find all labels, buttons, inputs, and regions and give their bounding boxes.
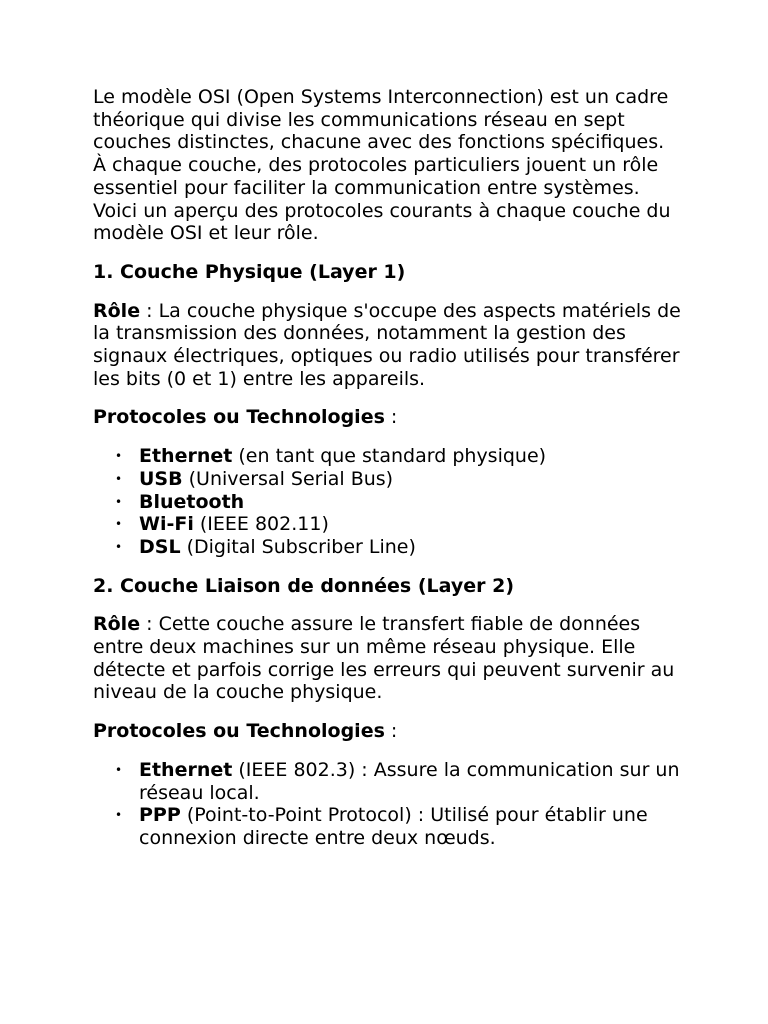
layer1-protocol-list xyxy=(93,445,683,559)
list-item xyxy=(115,513,683,536)
list-item xyxy=(115,804,683,849)
list-item xyxy=(115,490,683,514)
protocol-name: PPP xyxy=(139,804,181,827)
bullet-icon: • xyxy=(115,808,123,823)
protocols-colon: : xyxy=(384,720,398,743)
role-label: Rôle xyxy=(93,299,141,322)
layer1-role-text: La couche physique s'occupe des aspects matériels de la transmission des données, notamment la gestion des signaux électriques, optiques ou radio utilisés pour transférer les bits (0 et 1) entre les appareils. xyxy=(93,299,681,390)
layer2-protocol-list xyxy=(93,759,683,850)
layer1-role-paragraph xyxy=(93,300,683,391)
layer2-role-paragraph xyxy=(93,613,683,704)
protocol-name: Bluetooth xyxy=(139,490,245,513)
bullet-icon: • xyxy=(115,449,123,464)
list-item xyxy=(115,535,683,559)
layer2-protocols-label xyxy=(93,720,683,743)
role-separator: : xyxy=(140,613,159,636)
layer2-heading: 2. Couche Liaison de données (Layer 2) xyxy=(93,574,515,597)
layer1-heading: 1. Couche Physique (Layer 1) xyxy=(93,260,406,283)
bullet-icon: • xyxy=(115,471,123,486)
list-item xyxy=(115,758,683,804)
protocols-colon: : xyxy=(384,406,398,429)
layer1-protocols-label xyxy=(93,406,683,429)
intro-paragraph: Le modèle OSI (Open Systems Interconnection) est un cadre théorique qui divise les communications réseau en sept couches distinctes, chacune avec des fonctions spécifiques. À chaque couche, des protocoles particuliers jouent un rôle essentiel pour faciliter la communication entre systèmes. Voici un aperçu des protocoles courants à chaque couche du modèle OSI et leur rôle. xyxy=(93,86,671,245)
protocol-name: Ethernet xyxy=(139,445,233,468)
layer2-role-text: Cette couche assure le transfert fiable de données entre deux machines sur un même réseau physique. Elle détecte et parfois corrige les erreurs qui peuvent survenir au niveau de la couche physique. xyxy=(93,613,675,704)
protocol-name: USB xyxy=(139,467,183,490)
protocols-label: Protocoles ou Technologies xyxy=(93,720,385,743)
bullet-icon: • xyxy=(115,539,123,554)
document-page xyxy=(93,86,683,866)
protocol-desc: (IEEE 802.3) : Assure la communication sur un réseau local. xyxy=(139,758,680,804)
protocol-desc: (en tant que standard physique) xyxy=(232,445,547,468)
protocol-desc: (Point-to-Point Protocol) : Utilisé pour établir une connexion directe entre deux nœuds. xyxy=(139,804,648,849)
bullet-icon: • xyxy=(115,762,123,777)
protocol-name: Wi-Fi xyxy=(139,513,194,536)
bullet-icon: • xyxy=(115,517,123,532)
list-item xyxy=(115,467,683,491)
protocol-name: Ethernet xyxy=(139,758,233,781)
protocol-desc: (Universal Serial Bus) xyxy=(182,467,394,490)
bullet-icon: • xyxy=(115,494,123,509)
role-separator: : xyxy=(140,299,159,322)
protocol-name: DSL xyxy=(139,535,181,558)
list-item xyxy=(115,445,683,468)
protocol-desc: (IEEE 802.11) xyxy=(193,513,329,536)
protocol-desc: (Digital Subscriber Line) xyxy=(180,535,416,558)
protocols-label: Protocoles ou Technologies xyxy=(93,406,385,429)
role-label: Rôle xyxy=(93,613,141,636)
